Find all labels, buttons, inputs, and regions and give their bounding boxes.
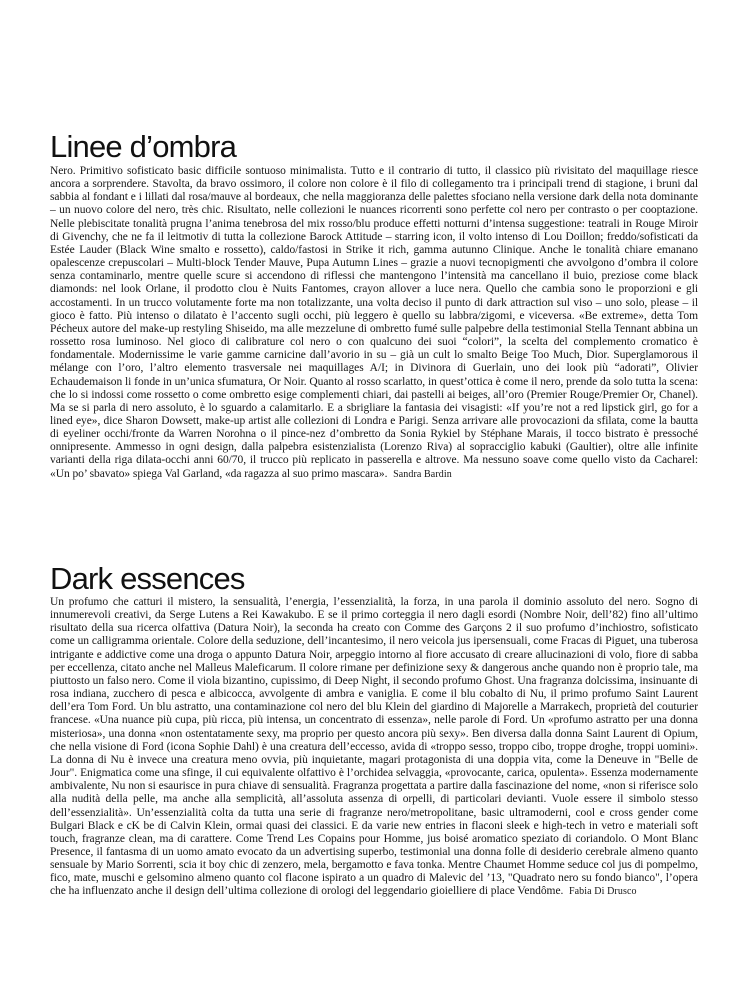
article-body bbox=[50, 596, 698, 899]
article-title: Dark essences bbox=[50, 561, 245, 596]
article-title: Linee d’ombra bbox=[50, 129, 237, 164]
article-text: Nero. Primitivo sofisticato basic difficile sontuoso minimalista. Tutto e il contrario di tutto, il classico più rivisitato del maquillage riesce ancora a sorprendere. Stavolta, da bravo ossimoro, il colore non colore è il filo di collegamento tra i principali trend di stagione, i bruni dal sabbia al fondant e i lillati dal rosa/mauve al bordeaux, che nella maggioranza delle palettes sfociano nella versione dark della nota dominante – un nuovo colore del nero, très chic. Risultato, nelle collezioni le nuances ricorrenti sono perfette col nero per contrasto o per cooptazione. Nelle plebiscitate tonalità prugna l’anima tenebrosa del mix rosso/blu produce effetti notturni d’intensa suggestione: teatrali in Rouge Miroir di Givenchy, che ne fa il leitmotiv di tutta la collezione Barock Attitude – starring icon, il volto intenso di Lou Doillon; freddo/sofisticati da Estée Lauder (Black Wine smalto e rossetto), caldo/fastosi in Strike it rich, gamma autunno Clinique. Anche le tonalità chiare emanano opalescenze crepuscolari – Multi-block Tender Mauve, Pupa Autumn Lines – grazie a nuovi tecnopigmenti che avvolgono d’ombra il colore senza contaminarlo, mentre quelle scure si accendono di riflessi che mantengono l’intensità ma cancellano il buio, preziose come black diamonds: nel look Orlane, il prodotto clou è Nuits Fantomes, crayon allover a luce nera. Quello che cambia sono le proporzioni e gli accostamenti. In un trucco volutamente forte ma non totalizzante, una volta deciso il punto di dark attraction sul viso – uno solo, please – il gioco è fatto. Più intenso o dilatato è l’accento sugli occhi, più leggero è quello su labbra/zigomi, e viceversa. «Be extreme», detta Tom Pécheux autore del make-up restyling Shiseido, ma alle mezzelune di ombretto fumé sulle palpebre della testimonial Stella Tennant abbina un rossetto rosa luminoso. Nel gioco di calibrature col nero o con qualcuno dei suoi “colori”, la scelta del complemento cromatico è fondamentale. Modernissime le varie gamme carnicine dall’avorio in su – già un cult lo smalto Beige Too Much, Dior. Superglamorous il mélange con l’oro, l’altro elemento trasversale nei maquillages A/I; in Divinora di Guerlain, uno dei look più “adorati”, Olivier Echaudemaison li fonde in un’unica sfumatura, Or Noir. Quanto al rosso scarlatto, in quest’ottica è come il nero, prende da solo tutta la scena: che lo si indossi come rossetto o come ombretto esige complementi chiari, dai pastelli ai beiges, all’oro (Premier Rouge/Premier Or, Chanel). Ma se si parla di nero assoluto, è lo sguardo a calamitarlo. E a sbrigliare la fantasia dei visagisti: «If you’re not a red lipstick girl, go for a lined eye», dice Sharon Dowsett, make-up artist alle collezioni di Londra e Parigi. Senza arrivare alle provocazioni da sfilata, come la bautta di eyeliner occhi/fronte da Warren Norohna o il pince-nez d’ombretto da Sonia Rykiel by Stéphane Marais, il tocco bistrato è pressoché onnipresente. Ammesso in ogni design, dalla palpebra esistenzialista (Lorenzo Riva) al sopracciglio kabuki (Gaultier), oltre alle infinite varianti della riga dilata-occhi anni 60/70, il trucco più replicato in passerella e altrove. Ma nessuno soave come quello visto da Cacharel: «Un po’ sbavato» spiega Val Garland, «da ragazza al suo primo mascara». bbox=[50, 165, 698, 480]
article-author: Sandra Bardin bbox=[393, 468, 452, 480]
article-linee-dombra bbox=[50, 131, 698, 481]
article-author: Fabia Di Drusco bbox=[568, 886, 637, 898]
article-text: Un profumo che catturi il mistero, la sensualità, l’energia, l’essenzialità, la forza, in una parola il dominio assoluto del nero. Sogno di innumerevoli creativi, da Serge Lutens a Rei Kawakubo. E se il primo corteggia il nero dagli esordi (Nombre Noir, dell’82) fino all’ultimo risultato della sua ricerca olfattiva (Datura Noir), la seconda ha creato con Comme des Garçons 2 il suo profumo d’inchiostro, sofisticato come un calligramma orientale. Colore della seduzione, dell’incantesimo, il nero veicola jus ipersensuali, come Fracas di Piguet, una tuberosa intrigante e addictive come una droga o appunto Datura Noir, arpeggio intorno al fiore accusato di creare allucinazioni di volo, fiore di sabba per eccellenza, citato anche nel Malleus Maleficarum. Il colore rimane per definizione sexy & dangerous anche quando non è proprio tale, ma piuttosto un falso nero. Come il viola bizantino, cupissimo, di Deep Night, il secondo profumo Ghost. Una fragranza dolcissima, insinuante di rosa indiana, zucchero di pesca e albicocca, avvolgente di ambra e vaniglia. E come il blu cobalto di Nu, il primo profumo Saint Laurent dell’era Tom Ford. Un blu astratto, una contaminazione col nero del blu Klein del giardino di Majorelle a Marrakech, proprietà del couturier francese. «Una nuance più cupa, più ricca, più intensa, un concentrato di essenza», nelle parole di Ford. Un «profumo astratto per una donna misteriosa», una donna «non ostentatamente sexy, ma proprio per questo ancora più sexy». Ben diversa dalla donna Saint Laurent di Opium, che nella visione di Ford (icona Sophie Dahl) è una creatura dell’eccesso, avida di «troppo sesso, troppo cibo, troppe droghe, troppi uomini». La donna di Nu è invece una creatura meno ovvia, più inquietante, magari protagonista di una doppia vita, come la Deneuve in "Belle de Jour". Enigmatica come una sfinge, il cui equivalente olfattivo è l’orchidea selvaggia, «provocante, carica, opulenta». Essenza modernamente ambivalente, Nu non si esaurisce in pura chiave di sensualità. Fragranza progettata a partire dalla fascinazione del nome, «non si riferisce solo alla nudità della pelle, ma anche alla semplicità, all’assoluta assenza di orpelli, di particolari devianti. Vuole essere il simbolo stesso dell’essenzialità». Un’essenzialità colta da tutta una serie di fragranze nero/metropolitane, basic ultramoderni, cool e cross gender come Bulgari Black e cK be di Calvin Klein, ormai quasi dei classici. E da varie new entries in flaconi sleek e high-tech in vetro e materiali soft touch, fragranze clean, ma di carattere. Come Trend Les Copains pour Homme, jus boisé aromatico speziato di coriandolo. O Mont Blanc Presence, il fantasma di un uomo amato evocato da un advertising superbo, testimonial una donna folle di desiderio cerebrale almeno quanto sensuale by Mario Sorrenti, scia it boy chic di zenzero, mela, bergamotto e fava tonka. Mentre Chaumet Homme seduce col jus di pompelmo, fico, mate, muschi e gelsomino almeno quanto col flacone ispirato a un quadro di Malevic del ’13, "Quadrato nero su fondo bianco", l’opera che ha influenzato anche il design dell’ultima collezione di orologi del leggendario gioielliere di place Vendôme. bbox=[50, 596, 698, 898]
article-dark-essences bbox=[50, 563, 698, 899]
article-body bbox=[50, 165, 698, 481]
